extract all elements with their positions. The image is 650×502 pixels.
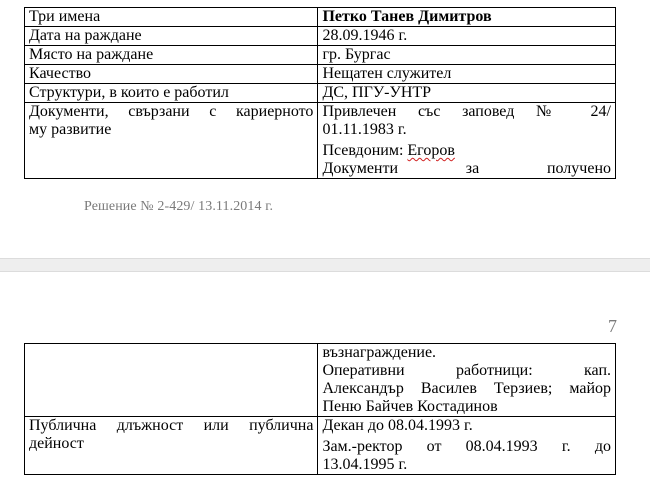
vice-rector-line-2: 13.04.1995 г.: [322, 456, 408, 473]
public-position-label-line-2: дейност: [29, 435, 84, 452]
operative-workers-line-2: Александър Василев Терзиев; майор: [322, 380, 611, 397]
career-data-table-continued: [24, 343, 616, 475]
table-row-public-position: [25, 417, 616, 475]
recruitment-order-line-1: Привлечен със заповед № 24/: [322, 103, 611, 120]
operative-workers-line-1: Оперативни работници: кап.: [322, 362, 611, 379]
dean-line: Декан до 08.04.1993 г.: [322, 417, 473, 434]
empty-label-cell: [25, 344, 318, 417]
label-cell: Структури, в които е работил: [25, 84, 318, 103]
documents-label-cell: [25, 103, 318, 179]
document-page-2: [0, 272, 650, 502]
documents-label-line-2: му развитие: [29, 121, 112, 138]
documents-continued-cell: [318, 344, 616, 417]
birth-place-value: гр. Бургас: [318, 46, 616, 65]
personal-data-table: [24, 7, 616, 179]
public-position-label-cell: [25, 417, 318, 475]
table-row-name: [25, 8, 616, 27]
documents-value-cell: [318, 103, 616, 179]
label-cell: Място на раждане: [25, 46, 318, 65]
pseudonym-line: [322, 142, 611, 160]
remuneration-line: възнаграждение.: [322, 344, 437, 361]
public-position-value-cell: [318, 417, 616, 475]
table-row-structures: [25, 84, 616, 103]
label-cell: Три имена: [25, 8, 318, 27]
table-row-capacity: [25, 65, 616, 84]
documents-label-line-1: Документи, свързани с кариерното: [29, 103, 314, 120]
capacity-value: Нещатен служител: [318, 65, 616, 84]
table-row-birth-place: [25, 46, 616, 65]
table-row-documents-continued: [25, 344, 616, 417]
label-cell: Дата на раждане: [25, 27, 318, 46]
birth-date-value: 28.09.1946 г.: [318, 27, 616, 46]
recruitment-order-line-2: 01.11.1983 г.: [322, 121, 407, 138]
page-separator: [0, 258, 650, 272]
decision-footer: Решение № 2-429/ 13.11.2014 г.: [84, 199, 274, 214]
full-name-value: Петко Танев Димитров: [318, 8, 616, 27]
label-cell: Качество: [25, 65, 318, 84]
vice-rector-line-1: Зам.-ректор от 08.04.1993 г. до: [322, 438, 611, 455]
table-row-birth-date: [25, 27, 616, 46]
pseudonym-prefix: Псевдоним:: [322, 142, 408, 159]
page-number: 7: [608, 316, 617, 336]
table-row-documents: [25, 103, 616, 179]
public-position-label-line-1: Публична длъжност или публична: [29, 417, 314, 434]
structures-value: ДС, ПГУ-УНТР: [318, 84, 616, 103]
operative-workers-line-3: Пеню Байчев Костадинов: [322, 398, 498, 415]
documents-received-line: Документи за получено: [322, 160, 611, 177]
pseudonym-value: Егоров: [407, 142, 455, 159]
